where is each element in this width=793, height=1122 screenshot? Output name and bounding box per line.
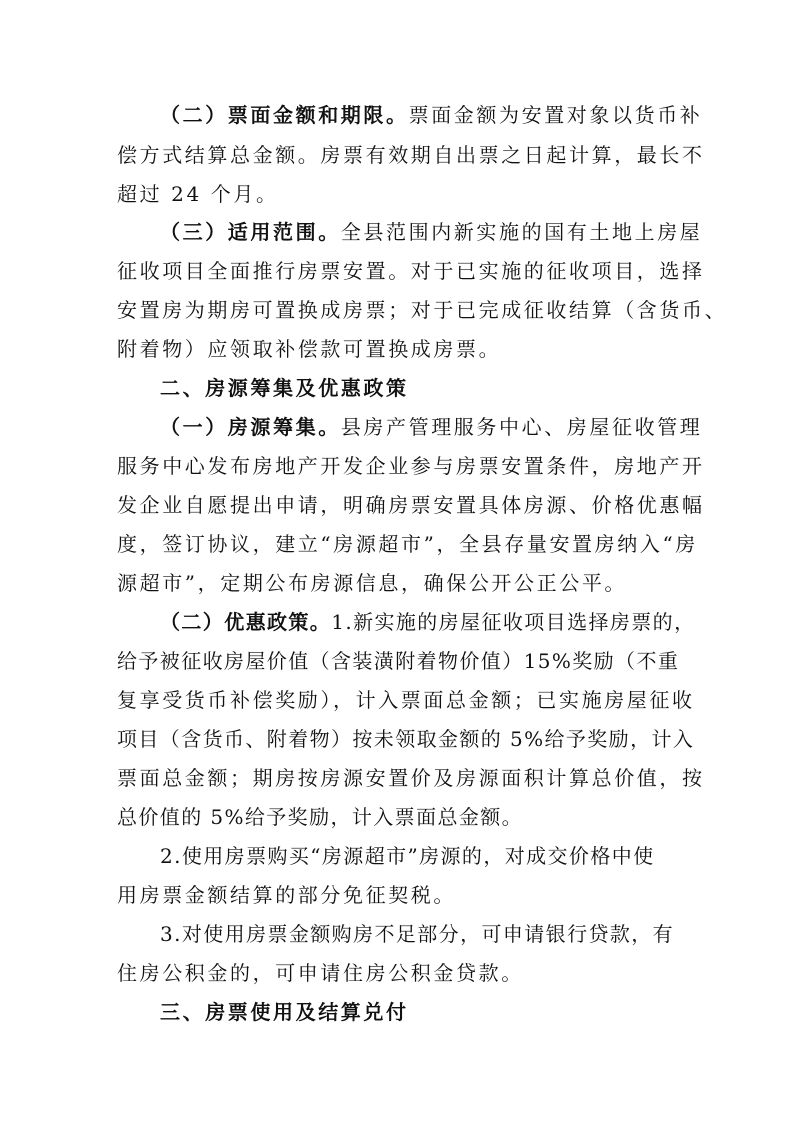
paragraph-line [160, 841, 677, 871]
paragraph-line [160, 217, 703, 247]
body-text: 3.对使用房票金额购房不足部分，可申请银行贷款，有 [160, 922, 675, 946]
body-text: 1.新实施的房屋征收项目选择房票的， [331, 610, 696, 634]
body-text: 征收项目全面推行房票安置。对于已实施的征收项目，选择 [117, 259, 705, 283]
body-text: 县房产管理服务中心、房屋征收管理 [340, 415, 703, 439]
paragraph-line [117, 880, 677, 910]
paragraph-line [117, 802, 677, 832]
paragraph-line [160, 412, 703, 442]
body-text: 项目（含货币、附着物）按未领取金额的 5%给予奖励，计入 [117, 727, 695, 751]
paragraph-line [117, 451, 705, 481]
paragraph-line [117, 958, 677, 988]
section-heading: （三）适用范围。 [160, 220, 341, 244]
body-text: 票面总金额；期房按房源安置价及房源面积计算总价值，按 [117, 766, 705, 790]
paragraph-line [160, 607, 696, 637]
paragraph-line [117, 568, 677, 598]
body-text: 发企业自愿提出申请，明确房票安置具体房源、价格优惠幅 [117, 493, 705, 517]
section-heading: （一）房源筹集。 [160, 415, 341, 439]
section-heading: （二）票面金额和期限。 [160, 103, 409, 127]
section-heading: 二、房源筹集及优惠政策 [160, 376, 409, 400]
paragraph-line [117, 334, 677, 364]
section-heading: （二）优惠政策。 [160, 610, 332, 634]
body-text: 源超市”，定期公布房源信息，确保公开公正公平。 [117, 571, 628, 595]
paragraph-line [160, 100, 703, 130]
paragraph-line [117, 646, 680, 676]
body-text: 住房公积金的，可申请住房公积金贷款。 [117, 961, 524, 985]
paragraph-line [117, 763, 705, 793]
paragraph-line [117, 490, 705, 520]
paragraph-line [117, 685, 695, 715]
body-text: 超过 24 个月。 [117, 182, 279, 206]
body-text: 全县范围内新实施的国有土地上房屋 [340, 220, 703, 244]
body-text: 偿方式结算总金额。房票有效期自出票之日起计算，最长不 [117, 143, 705, 167]
body-text: 安置房为期房可置换成房票；对于已完成征收结算（含货币、 [117, 298, 728, 322]
paragraph-line [117, 140, 705, 170]
paragraph-line [117, 179, 677, 209]
body-text: 附着物）应领取补偿款可置换成房票。 [117, 337, 502, 361]
body-text: 给予被征收房屋价值（含装潢附着物价值）15%奖励（不重 [117, 649, 680, 673]
body-text: 总价值的 5%给予奖励，计入票面总金额。 [117, 805, 524, 829]
paragraph-line [117, 724, 695, 754]
paragraph-line [117, 529, 698, 559]
paragraph-line [117, 256, 705, 286]
paragraph-line [160, 919, 677, 949]
section-title [160, 373, 677, 403]
body-text: 用房票金额结算的部分免征契税。 [117, 883, 456, 907]
body-text: 2.使用房票购买“房源超市”房源的，对成交价格中使 [160, 844, 655, 868]
section-heading: 三、房票使用及结算兑付 [160, 1000, 409, 1024]
body-text: 服务中心发布房地产开发企业参与房票安置条件，房地产开 [117, 454, 705, 478]
body-text: 复享受货币补偿奖励），计入票面总金额；已实施房屋征收 [117, 688, 695, 712]
paragraph-line [117, 295, 728, 325]
body-text: 度，签订协议，建立“房源超市”，全县存量安置房纳入“房 [117, 532, 698, 556]
section-title [160, 997, 677, 1027]
body-text: 票面金额为安置对象以货币补 [408, 103, 703, 127]
